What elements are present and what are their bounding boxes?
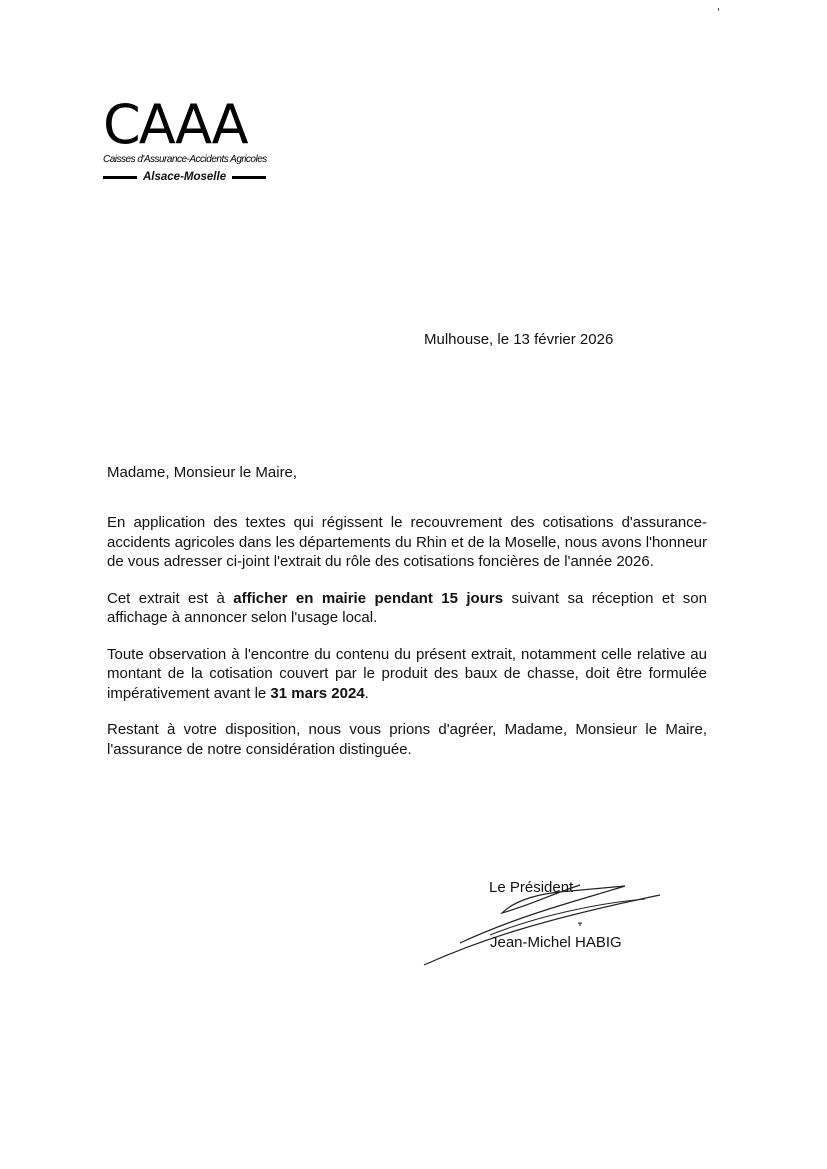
letter-body [107, 513, 707, 776]
signatory-title: Le Président [489, 879, 574, 896]
paragraph-3-text: Toute observation à l'encontre du contenu du présent extrait, notamment celle relative au montant de la cotisation couvert par le produit des baux de chasse, doit être formulée impérativement avant le [107, 645, 707, 702]
date-line: Mulhouse, le 13 février 2026 [424, 331, 614, 348]
paragraph-4: Restant à votre disposition, nous vous prions d'agréer, Madame, Monsieur le Maire, l'assurance de notre considération distinguée. [107, 721, 707, 758]
logo-rule-right [232, 176, 266, 179]
paragraph-2-text: Cet extrait est à [107, 589, 234, 607]
handwritten-signature [420, 875, 670, 975]
logo-organization: Caisses d'Assurance-Accidents Agricoles [103, 154, 267, 165]
paragraph-2 [107, 589, 707, 628]
paragraph-3-deadline: 31 mars 2024 [270, 684, 365, 702]
paragraph-1: En application des textes qui régissent le recouvrement des cotisations d'assurance-accidents agricoles dans les départements du Rhin et de la Moselle, nous avons l'honneur de vous adresser ci-joint l'extrait du rôle des cotisations foncières de l'année 2026. [107, 514, 707, 570]
caaa-logo [103, 93, 288, 183]
scan-mark [718, 8, 719, 11]
logo-region-text: Alsace-Moselle [143, 171, 227, 183]
logo-rule-left [103, 176, 137, 179]
logo-wordmark: CAAA [103, 93, 247, 156]
salutation: Madame, Monsieur le Maire, [107, 464, 298, 481]
paragraph-2-text-end: suivant sa réception et son affichage à annoncer selon l'usage local. [107, 589, 707, 626]
paragraph-3-text-end: . [364, 684, 369, 702]
paragraph-2-emphasis: afficher en mairie pendant 15 jours [233, 589, 504, 607]
paragraph-3 [107, 645, 707, 704]
logo-region [103, 171, 288, 183]
signatory-name: Jean-Michel HABIG [490, 934, 622, 951]
